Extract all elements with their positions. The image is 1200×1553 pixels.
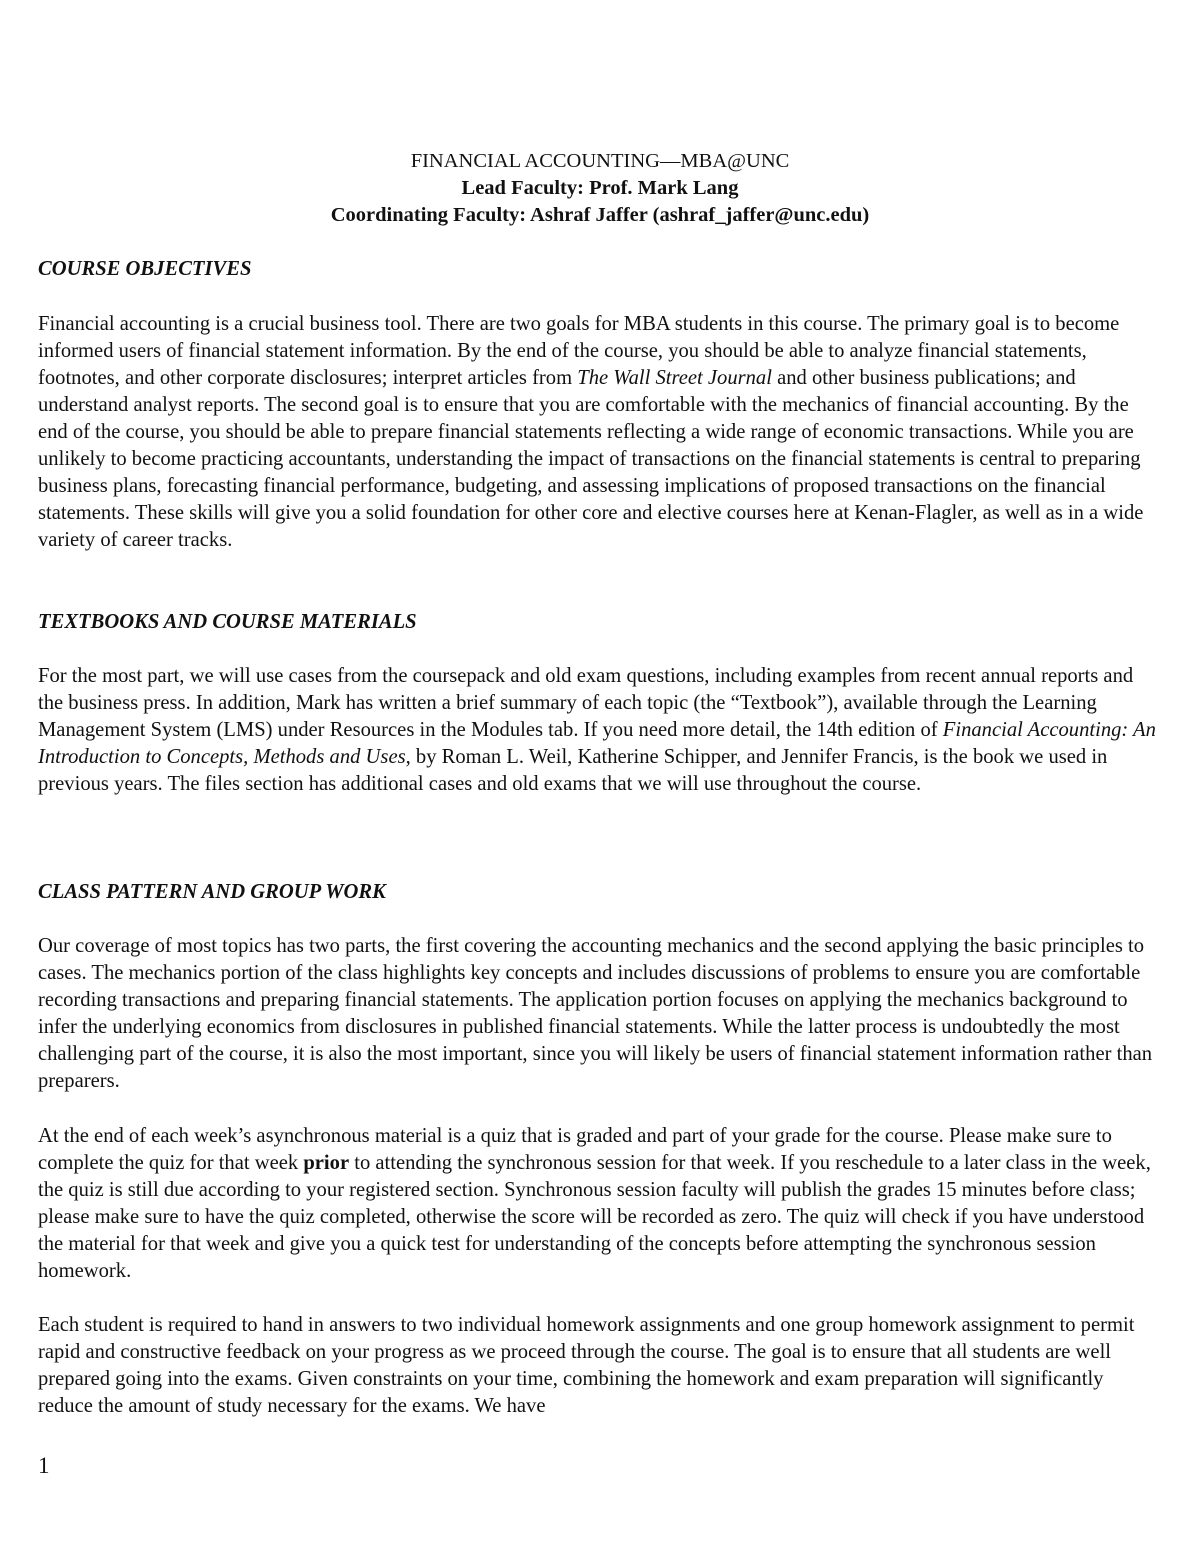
course-title: FINANCIAL ACCOUNTING—MBA@UNC bbox=[410, 150, 790, 172]
emphasis-prior: prior bbox=[303, 1152, 350, 1174]
section-heading-objectives: COURSE OBJECTIVES bbox=[38, 258, 252, 280]
page-number: 1 bbox=[38, 1453, 50, 1478]
class-pattern-paragraph-2: At the end of each week’s asynchronous material is a quiz that is graded and part of your grade for the course. Please make sure to complete the quiz for that week prior to attending the synchronous session for that week. If you reschedule to a later class in the week, the quiz is still due according to your registered section. Synchronous session faculty will publish the grades 15 minutes before class; please make sure to have the quiz completed, otherwise the score will be recorded as zero. The quiz will check if you have understood the material for that week and give you a quick test for understanding of the concepts before attempting the synchronous session homework. bbox=[38, 1125, 1151, 1282]
section-heading-class-pattern: CLASS PATTERN AND GROUP WORK bbox=[38, 881, 386, 903]
objectives-paragraph: Financial accounting is a crucial business tool. There are two goals for MBA students in this course. The primary goal is to become informed users of financial statement information. By the end of the course, you should be able to analyze financial statements, footnotes, and other corporate disclosures; interpret articles from The Wall Street Journal and other business publications; and understand analyst reports. The second goal is to ensure that you are comfortable with the mechanics of financial accounting. By the end of the course, you should be able to prepare financial statements reflecting a wide range of economic transactions. While you are unlikely to become practicing accountants, understanding the impact of transactions on the financial statements is central to preparing business plans, forecasting financial performance, budgeting, and assessing implications of proposed transactions on the financial statements. These skills will give you a solid foundation for other core and elective courses here at Kenan-Flagler, as well as in a wide variety of career tracks. bbox=[38, 313, 1144, 551]
document-header bbox=[0, 148, 1200, 229]
book-title: Financial Accounting: An Introduction to Concepts, Methods and Uses bbox=[38, 719, 1156, 768]
class-pattern-paragraph-3: Each student is required to hand in answers to two individual homework assignments and one group homework assignment to permit rapid and constructive feedback on your progress as we proceed through the course. The goal is to ensure that all students are well prepared going into the exams. Given constraints on your time, combining the homework and exam preparation will significantly reduce the amount of study necessary for the exams. We have bbox=[38, 1314, 1135, 1417]
lead-faculty: Lead Faculty: Prof. Mark Lang bbox=[461, 177, 739, 199]
wsj-title: The Wall Street Journal bbox=[577, 367, 772, 389]
section-heading-textbooks: TEXTBOOKS AND COURSE MATERIALS bbox=[38, 611, 417, 633]
class-pattern-paragraph-1: Our coverage of most topics has two parts, the first covering the accounting mechanics and the second applying the basic principles to cases. The mechanics portion of the class highlights key concepts and includes discussions of problems to ensure you are comfortable recording transactions and preparing financial statements. The application portion focuses on applying the mechanics background to infer the underlying economics from disclosures in published financial statements. While the latter process is undoubtedly the most challenging part of the course, it is also the most important, since you will likely be users of financial statement information rather than preparers. bbox=[38, 935, 1153, 1092]
coordinating-faculty: Coordinating Faculty: Ashraf Jaffer (ashraf_jaffer@unc.edu) bbox=[330, 204, 870, 226]
textbooks-paragraph: For the most part, we will use cases from the coursepack and old exam questions, including examples from recent annual reports and the business press. In addition, Mark has written a brief summary of each topic (the “Textbook”), available through the Learning Management System (LMS) under Resources in the Modules tab. If you need more detail, the 14th edition of Financial Accounting: An Introduction to Concepts, Methods and Uses, by Roman L. Weil, Katherine Schipper, and Jennifer Francis, is the book we used in previous years. The files section has additional cases and old exams that we will use throughout the course. bbox=[38, 665, 1156, 795]
